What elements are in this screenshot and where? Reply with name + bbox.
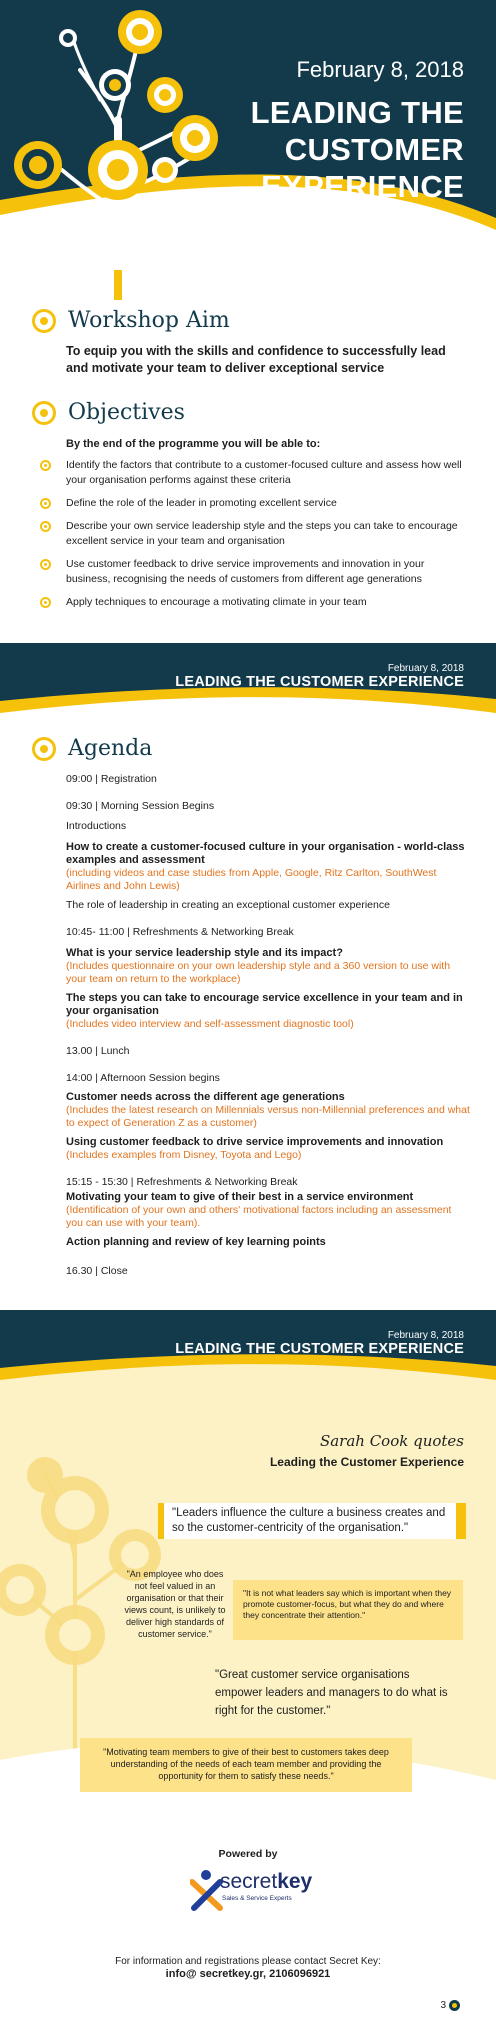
hero-title-line: CUSTOMER xyxy=(284,132,464,167)
list-item xyxy=(40,557,470,587)
secretkey-logo[interactable] xyxy=(190,1868,313,1912)
list-item xyxy=(40,519,470,549)
objectives-heading xyxy=(32,400,185,425)
quotes-subtitle: Leading the Customer Experience xyxy=(269,1455,464,1469)
agenda-item xyxy=(66,947,470,986)
circle-bullet-icon xyxy=(40,460,51,471)
agenda-item: 15:15 - 15:30 | Refreshments & Networking Break xyxy=(66,1176,298,1188)
banner-date: February 8, 2018 xyxy=(387,663,464,674)
agenda-note: (Includes video interview and self-assessment diagnostic tool) xyxy=(66,1018,354,1030)
list-item xyxy=(40,458,470,488)
objectives-intro: By the end of the programme you will be able to: xyxy=(66,438,321,450)
objective-text: Use customer feedback to drive service improvements and innovation in your business, recognising the needs of customers from different age generations xyxy=(66,558,425,585)
objective-text: Describe your own service leadership style and the steps you can take to encourage excellent service in your team and organisation xyxy=(66,520,458,547)
hero-title xyxy=(251,94,464,205)
quote-box: "Motivating team members to give of their best to customers takes deep understanding of the needs of each team member and providing the opportunity for them to satisfy these needs." xyxy=(80,1738,412,1792)
agenda-topic: Action planning and review of key learning points xyxy=(66,1236,326,1248)
circle-bullet-icon xyxy=(40,597,51,608)
logo-tagline: Sales & Service Experts xyxy=(222,1895,292,1902)
hero-title-line: LEADING THE xyxy=(250,95,464,130)
workshop-aim-heading xyxy=(32,308,230,333)
agenda-topic: How to create a customer-focused culture in your organisation - world-class examples and assessment xyxy=(66,841,465,866)
powered-by-label: Powered by xyxy=(218,1848,278,1860)
hero-date: February 8, 2018 xyxy=(296,57,464,82)
logo-wordmark xyxy=(220,1870,312,1894)
agenda-item: 14:00 | Afternoon Session begins xyxy=(66,1072,220,1084)
logo-word-bold: key xyxy=(277,1870,313,1893)
agenda-item: 13.00 | Lunch xyxy=(66,1045,130,1057)
agenda-topic: What is your service leadership style and its impact? xyxy=(66,947,343,959)
agenda-note: (including videos and case studies from Apple, Google, Ritz Carlton, SouthWest Airlines and John Lewis) xyxy=(66,867,437,892)
hero-title-line: EXPERIENCE xyxy=(261,169,464,204)
contact-email[interactable]: info@ secretkey.gr, 2106096921 xyxy=(165,1968,331,1980)
agenda-note: (Includes examples from Disney, Toyota and Lego) xyxy=(66,1149,302,1161)
logo-figure-icon xyxy=(190,1868,224,1912)
agenda-item xyxy=(66,841,470,893)
agenda-item xyxy=(66,1191,470,1230)
agenda-item xyxy=(66,1091,470,1130)
agenda-item xyxy=(66,992,470,1031)
list-item xyxy=(40,496,470,511)
objective-text: Identify the factors that contribute to a customer-focused culture and assess how well your organisation performs against these criteria xyxy=(66,459,462,486)
banner-date: February 8, 2018 xyxy=(387,1330,464,1341)
circle-bullet-icon xyxy=(40,559,51,570)
agenda-item: 10:45- 11:00 | Refreshments & Networking Break xyxy=(66,926,294,938)
agenda-note: (Includes questionnaire on your own leadership style and a 360 version to use with your team on return to the workplace) xyxy=(66,960,451,985)
banner-title: LEADING THE CUSTOMER EXPERIENCE xyxy=(175,674,464,690)
page-number xyxy=(440,2000,460,2011)
contact-info xyxy=(0,1955,496,1981)
agenda-list xyxy=(66,773,470,1278)
page-circle-icon xyxy=(449,2000,460,2011)
section-banner xyxy=(0,643,496,725)
agenda-note: (Identification of your own and others' motivational factors including an assessment you can use with your team). xyxy=(66,1204,452,1229)
agenda-item: 09:30 | Morning Session Begins xyxy=(66,800,215,812)
circle-bullet-icon xyxy=(32,309,56,333)
section-banner xyxy=(0,1310,496,1392)
quote-text: "Great customer service organisations empower leaders and managers to do what is right for the customer." xyxy=(215,1669,448,1717)
logo-word-light: secret xyxy=(220,1870,278,1893)
workshop-aim-text: To equip you with the skills and confidence to successfully lead and motivate your team to deliver exceptional service xyxy=(66,344,446,375)
objectives-list xyxy=(40,458,470,618)
agenda-item: The role of leadership in creating an exceptional customer experience xyxy=(66,899,390,911)
quote-text: "An employee who does not feel valued in an organisation or that their views count, is unlikely to deliver high standards of customer service." xyxy=(124,1569,226,1639)
agenda-topic: Customer needs across the different age generations xyxy=(66,1091,345,1103)
quote-box: "It is not what leaders say which is important when they promote customer-focus, but what they do and where they concentrate their attention." xyxy=(233,1580,463,1640)
agenda-topic: Motivating your team to give of their best in a service environment xyxy=(66,1191,414,1203)
circle-bullet-icon xyxy=(40,498,51,509)
agenda-note: (Includes the latest research on Millennials versus non-Millennial preferences and what to expect of Generation Z as a customer) xyxy=(66,1104,470,1129)
page-number-text: 3 xyxy=(440,2000,446,2011)
list-item xyxy=(40,595,470,610)
agenda-topic: The steps you can take to encourage service excellence in your team and in your organisation xyxy=(66,992,463,1017)
objective-text: Define the role of the leader in promoting excellent service xyxy=(66,497,337,509)
banner-title: LEADING THE CUSTOMER EXPERIENCE xyxy=(175,1341,464,1357)
section-title: Workshop Aim xyxy=(68,308,230,333)
objective-text: Apply techniques to encourage a motivating climate in your team xyxy=(66,596,367,608)
circle-bullet-icon xyxy=(40,521,51,532)
agenda-item: Introductions xyxy=(66,820,127,832)
agenda-item: 16.30 | Close xyxy=(66,1265,128,1277)
hero-header xyxy=(0,0,496,300)
section-title: Objectives xyxy=(68,400,185,425)
contact-line: For information and registrations please contact Secret Key: xyxy=(115,1956,381,1967)
agenda-item xyxy=(66,1136,470,1162)
agenda-heading xyxy=(32,736,152,761)
agenda-topic: Using customer feedback to drive service improvements and innovation xyxy=(66,1136,444,1148)
quote-box: "Leaders influence the culture a business creates and so the customer-centricity of the organisation." xyxy=(158,1503,466,1539)
quotes-author: Sarah Cook quotes xyxy=(319,1432,464,1450)
section-title: Agenda xyxy=(68,736,153,761)
agenda-item: 09:00 | Registration xyxy=(66,773,157,785)
circle-bullet-icon xyxy=(32,401,56,425)
circle-bullet-icon xyxy=(32,737,56,761)
